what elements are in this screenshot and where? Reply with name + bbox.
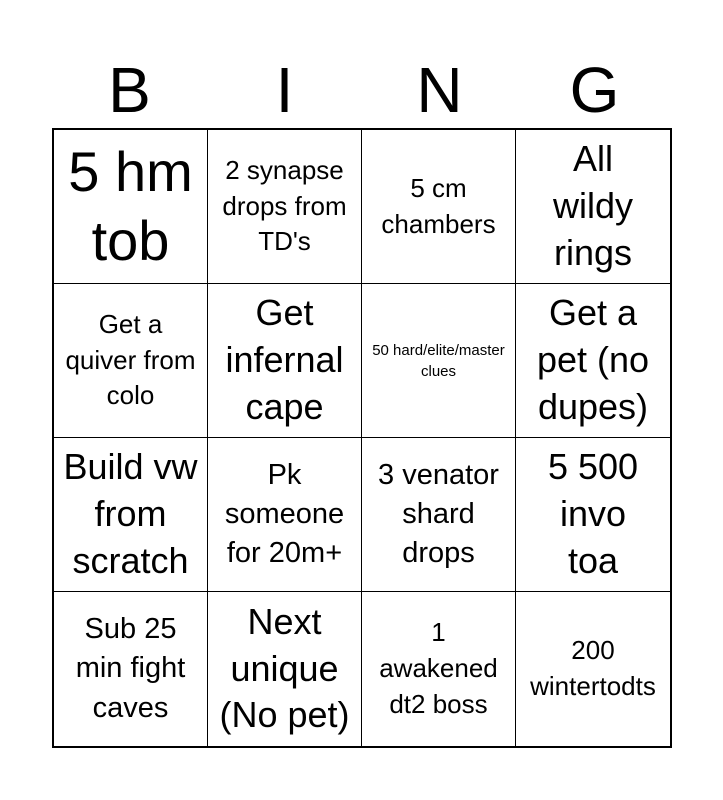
cell-text: 2 synapse drops from TD's bbox=[222, 154, 347, 257]
bingo-board bbox=[52, 128, 672, 748]
bingo-cell-2[interactable] bbox=[208, 130, 362, 284]
bingo-cell-10[interactable] bbox=[208, 438, 362, 592]
cell-text: 1 awakened dt2 boss bbox=[379, 617, 498, 719]
bingo-cell-5[interactable] bbox=[54, 284, 208, 438]
cell-text: Pk someone for 20m+ bbox=[224, 458, 345, 570]
header-letter-g: G bbox=[569, 54, 620, 126]
bingo-cell-15[interactable] bbox=[362, 592, 516, 746]
cell-text: Build vw from scratch bbox=[63, 446, 198, 581]
header-letter-n: N bbox=[416, 54, 463, 126]
cell-text: 3 venator shard drops bbox=[378, 458, 499, 570]
bingo-cell-13[interactable] bbox=[54, 592, 208, 746]
header-letter-i: I bbox=[275, 54, 294, 126]
bingo-cell-4[interactable] bbox=[516, 130, 670, 284]
bingo-cell-12[interactable] bbox=[516, 438, 670, 592]
cell-text: 5 500 invo toa bbox=[547, 446, 639, 581]
bingo-cell-6[interactable] bbox=[208, 284, 362, 438]
bingo-cell-3[interactable] bbox=[362, 130, 516, 284]
cell-text: 5 hm tob bbox=[68, 140, 193, 272]
cell-text: Next unique (No pet) bbox=[219, 600, 350, 736]
cell-text: Get a quiver from colo bbox=[65, 308, 196, 411]
cell-text: 50 hard/elite/master clues bbox=[372, 341, 505, 380]
bingo-cell-7[interactable] bbox=[362, 284, 516, 438]
bingo-cell-9[interactable] bbox=[54, 438, 208, 592]
cell-text: All wildy rings bbox=[552, 138, 633, 273]
cell-text: 200 wintertodts bbox=[530, 635, 656, 701]
bingo-cell-8[interactable] bbox=[516, 284, 670, 438]
bingo-cell-16[interactable] bbox=[516, 592, 670, 746]
bingo-header bbox=[52, 52, 672, 128]
cell-text: Get infernal cape bbox=[225, 292, 344, 427]
cell-text: 5 cm chambers bbox=[381, 172, 496, 239]
bingo-cell-11[interactable] bbox=[362, 438, 516, 592]
bingo-cell-14[interactable] bbox=[208, 592, 362, 746]
cell-text: Sub 25 min fight caves bbox=[75, 613, 186, 724]
header-letter-b: B bbox=[108, 54, 151, 126]
cell-text: Get a pet (no dupes) bbox=[536, 292, 650, 427]
bingo-cell-1[interactable] bbox=[54, 130, 208, 284]
